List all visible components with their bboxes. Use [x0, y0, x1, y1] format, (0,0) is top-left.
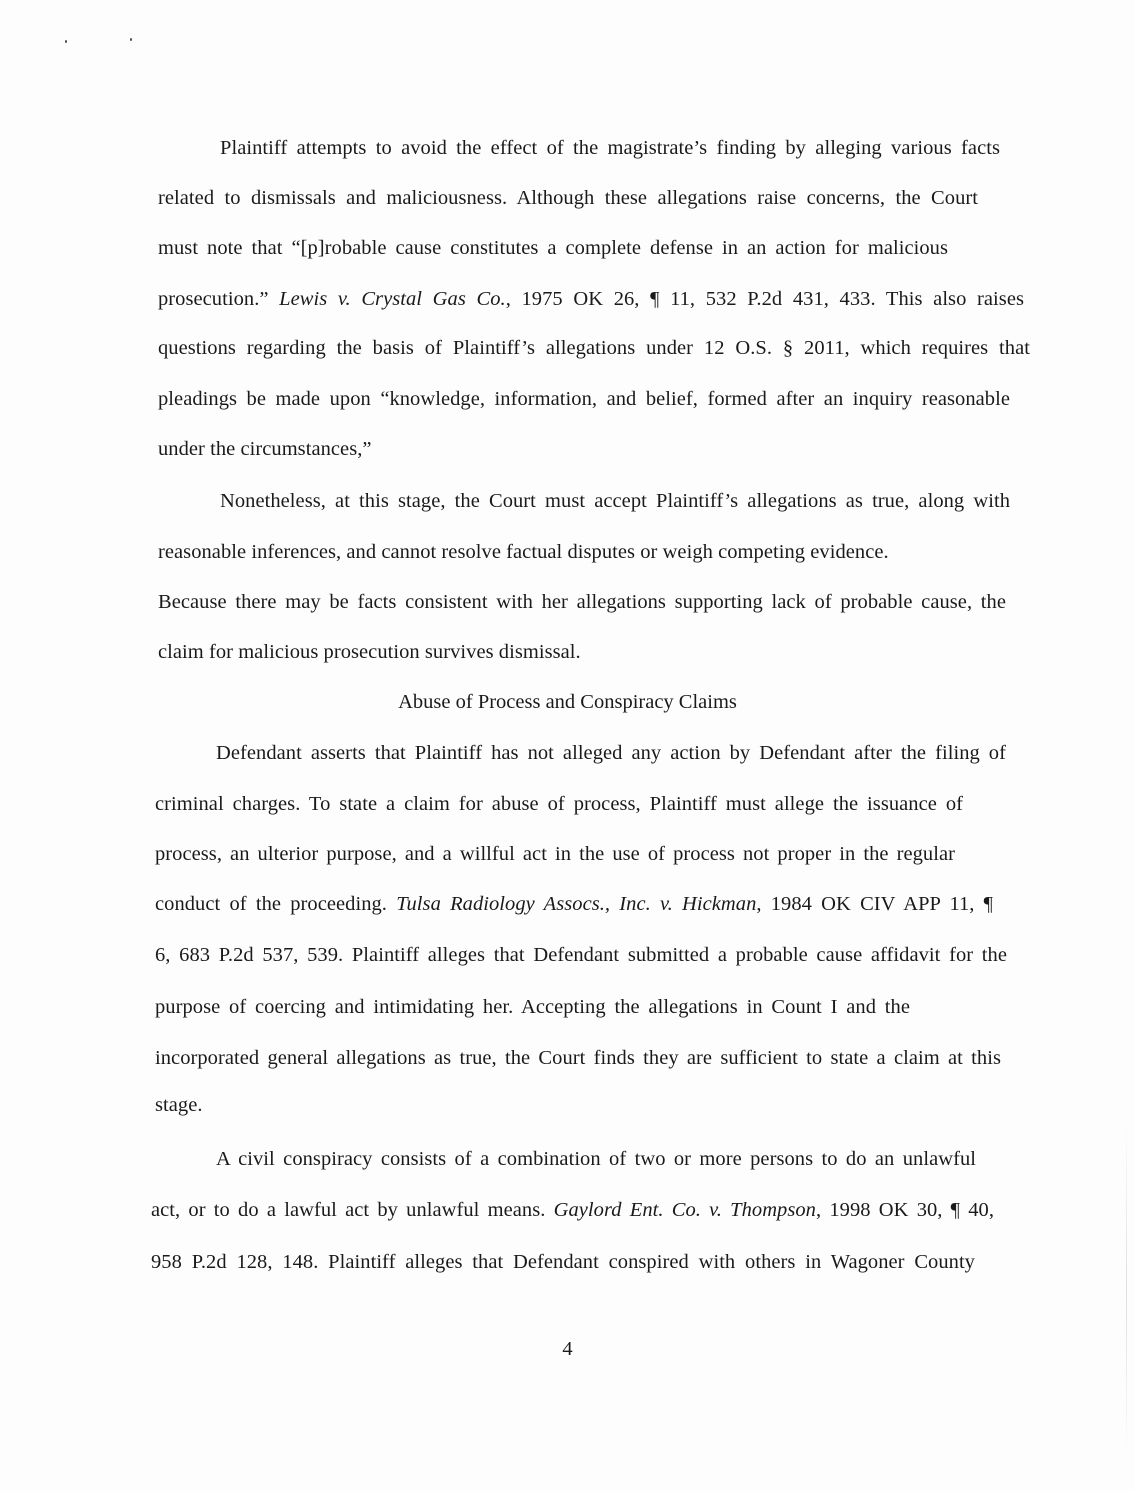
paragraph-3-line-1: Defendant asserts that Plaintiff has not alleged any action by Defendant after the filing of: [216, 742, 1006, 764]
paragraph-1-line-1: Plaintiff attempts to avoid the effect of the magistrate’s finding by alleging various facts: [220, 137, 1000, 159]
paragraph-1-line-4: [158, 286, 1024, 312]
case-citation: Lewis v. Crystal Gas Co.: [279, 288, 506, 310]
paragraph-3-line-4: [155, 891, 993, 917]
paragraph-2-line-3: Because there may be facts consistent with her allegations supporting lack of probable cause, the: [158, 591, 1006, 613]
paragraph-4-line-1: A civil conspiracy consists of a combination of two or more persons to do an unlawful: [216, 1148, 976, 1170]
case-citation: Tulsa Radiology Assocs., Inc. v. Hickman: [396, 893, 757, 915]
text-run: act, or to do a lawful act by unlawful means.: [151, 1199, 554, 1221]
page-number: 4: [562, 1338, 573, 1360]
scan-speck: [130, 38, 132, 41]
paragraph-1-line-7: under the circumstances,”: [158, 438, 372, 460]
text-run: conduct of the proceeding.: [155, 893, 397, 915]
text-run: prosecution.”: [158, 288, 280, 310]
paragraph-4-line-3: 958 P.2d 128, 148. Plaintiff alleges that Defendant conspired with others in Wagoner County: [151, 1251, 975, 1273]
paragraph-3-line-3: process, an ulterior purpose, and a willful act in the use of process not proper in the regular: [155, 843, 955, 865]
paragraph-3-line-8: stage.: [155, 1094, 203, 1116]
paragraph-4-line-2: [151, 1197, 994, 1223]
paragraph-2-line-2: reasonable inferences, and cannot resolve factual disputes or weigh competing evidence.: [158, 541, 889, 563]
case-citation: Gaylord Ent. Co. v. Thompson: [553, 1199, 816, 1221]
scan-edge-shadow: [1126, 1120, 1127, 1460]
text-run: , 1975 OK 26, ¶ 11, 532 P.2d 431, 433. This also raises: [505, 288, 1024, 310]
paragraph-2-line-1: Nonetheless, at this stage, the Court must accept Plaintiff’s allegations as true, along with: [220, 490, 1010, 512]
paragraph-3-line-5: 6, 683 P.2d 537, 539. Plaintiff alleges that Defendant submitted a probable cause affidavit for the: [155, 944, 1007, 966]
paragraph-1-line-3: must note that “[p]robable cause constitutes a complete defense in an action for malicious: [158, 237, 948, 259]
text-run: , 1998 OK 30, ¶ 40,: [816, 1199, 994, 1221]
text-run: , 1984 OK CIV APP 11, ¶: [756, 893, 993, 915]
paragraph-3-line-6: purpose of coercing and intimidating her. Accepting the allegations in Count I and the: [155, 996, 910, 1018]
scan-speck: [65, 40, 67, 43]
paragraph-2-line-4: claim for malicious prosecution survives dismissal.: [158, 641, 581, 663]
paragraph-1-line-2: related to dismissals and maliciousness. Although these allegations raise concerns, the Court: [158, 187, 978, 209]
paragraph-1-line-5: questions regarding the basis of Plaintiff’s allegations under 12 O.S. § 2011, which requires that: [158, 337, 1030, 359]
section-heading: Abuse of Process and Conspiracy Claims: [398, 691, 737, 713]
paragraph-3-line-7: incorporated general allegations as true, the Court finds they are sufficient to state a claim at this: [155, 1047, 1001, 1069]
paragraph-3-line-2: criminal charges. To state a claim for abuse of process, Plaintiff must allege the issuance of: [155, 793, 963, 815]
paragraph-1-line-6: pleadings be made upon “knowledge, information, and belief, formed after an inquiry reasonable: [158, 388, 1010, 410]
